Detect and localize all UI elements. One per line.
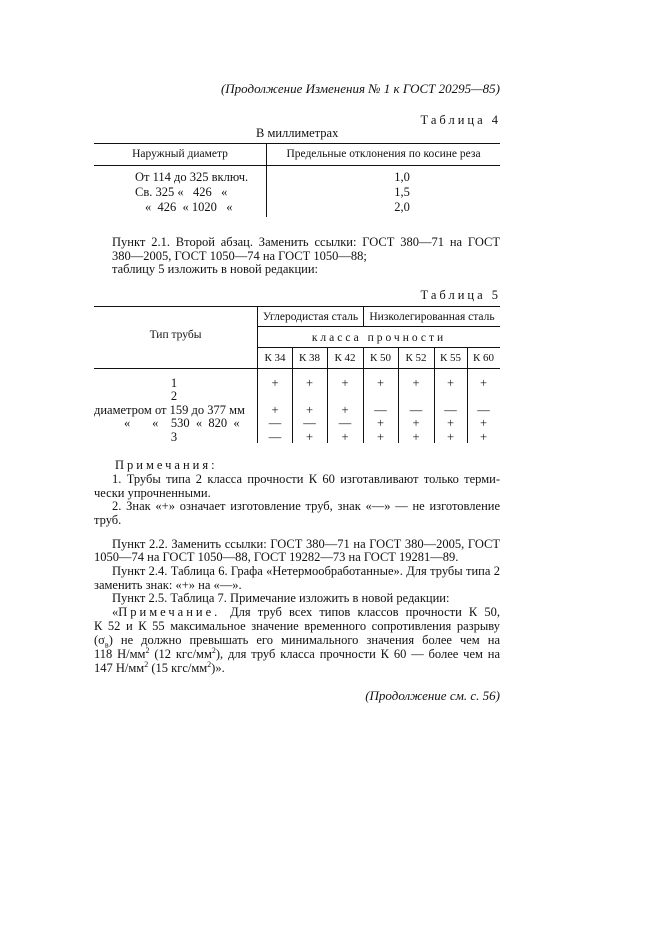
table5-row-type: « « 530 « 820 « [124, 416, 240, 430]
table5-mark: + [271, 376, 279, 390]
table5-group-rule [258, 326, 500, 327]
table5-mark: + [376, 376, 385, 390]
table5-mark: — [477, 403, 490, 417]
table5-mark: + [305, 403, 314, 417]
note-text: Для труб всех типов классов прочности К 50, [230, 605, 500, 619]
table5-mark: + [446, 430, 455, 444]
table5-class-header: К 52 [405, 352, 427, 364]
paragraph-2-5-line5 [94, 647, 500, 662]
line6-text: )». [211, 661, 225, 675]
table5-class-header: К 60 [472, 352, 495, 364]
table5-mark: + [479, 416, 488, 430]
table5-header-strength-class: класса прочности [311, 332, 447, 344]
table5-mark: + [446, 376, 455, 390]
table5-class-header: К 42 [334, 352, 356, 364]
table4-row-diameter: Св. 325 « 426 « [135, 185, 228, 199]
paragraph-2-1-line3: таблицу 5 изложить в новой редакции: [112, 262, 318, 276]
table5-class-header: К 55 [439, 352, 462, 364]
line5-text: ), для труб класса прочности К 60 — более чем на [215, 647, 500, 661]
table4-header-diameter: Наружный диаметр [132, 148, 228, 160]
table5-mark: + [341, 403, 349, 417]
note-1-line1: 1. Трубы типа 2 класса прочности К 60 изготавливают только терми- [112, 472, 500, 486]
table5-mark: + [412, 430, 420, 444]
paragraph-2-4-line2: заменить знак: «+» на «—». [94, 578, 242, 592]
table4-row-tolerance: 1,5 [394, 185, 410, 199]
table5-mark: — [409, 403, 423, 417]
table5-row-type: 3 [170, 430, 178, 444]
table5-header-carbon-steel: Углеродистая сталь [262, 311, 359, 323]
paragraph-2-5-line6 [94, 661, 225, 676]
note-1-line2: чески упрочненными. [94, 486, 211, 500]
table5-mark: — [338, 416, 352, 430]
table5-mark: + [446, 416, 455, 430]
line6-kgs: (15 кгс/мм [148, 661, 208, 675]
table5-header-low-alloy-steel: Низколегированная сталь [369, 311, 495, 323]
continuation-footer: (Продолжение см. с. 56) [365, 688, 500, 703]
table5-mark: + [305, 376, 314, 390]
table5-row-type: 2 [170, 389, 178, 403]
superscript: 2 [207, 659, 212, 669]
table5-mark: — [303, 416, 316, 430]
table5-mark: + [479, 430, 488, 444]
table4-row-tolerance: 2,0 [394, 200, 410, 214]
table5-class-header: К 38 [298, 352, 321, 364]
table5-row-type: 1 [170, 376, 178, 390]
table4-header-rule [94, 165, 500, 166]
sigma-subscript: в [104, 640, 109, 650]
table4-unit: В миллиметрах [256, 126, 339, 140]
superscript: 2 [144, 659, 149, 669]
note-2-line1: 2. Знак «+» означает изготовление труб, знак «—» — не изготовление [112, 499, 500, 513]
table5-label: Таблица 5 [420, 288, 501, 302]
table5-mark: + [341, 430, 349, 444]
table5-mark: — [444, 403, 457, 417]
superscript: 2 [145, 645, 150, 655]
paragraph-2-5-line4 [94, 633, 500, 648]
table4-top-rule [94, 143, 500, 144]
line6-value: 147 Н/мм [94, 661, 145, 675]
table4-row-diameter: « 426 « 1020 « [145, 200, 233, 214]
table5-mark: + [412, 416, 420, 430]
paragraph-2-2-line2: 1050—74 на ГОСТ 1050—88, ГОСТ 19282—73 на ГОСТ 19281—89. [94, 550, 459, 564]
line5-value: 118 Н/мм [94, 647, 146, 661]
continuation-header: (Продолжение Изменения № 1 к ГОСТ 20295—85) [220, 81, 500, 96]
note-2-line2: труб. [94, 513, 122, 527]
notes-title: Примечания: [115, 458, 218, 472]
table5-class-rule [258, 347, 500, 348]
paragraph-2-5-line3: К 52 и К 55 максимальное значение временного сопротивления разрыву [94, 619, 500, 633]
note-lead: «Примечание. [112, 605, 221, 619]
table4-label: Таблица 4 [420, 113, 501, 127]
table5-mark: — [374, 403, 387, 417]
paragraph-2-2-line1: Пункт 2.2. Заменить ссылки: ГОСТ 380—71 на ГОСТ 380—2005, ГОСТ [112, 537, 500, 551]
table5-mark: + [479, 376, 488, 390]
sigma-symbol: (σ [94, 633, 105, 647]
paragraph-2-1-line2: 380—2005, ГОСТ 1050—74 на ГОСТ 1050—88; [112, 249, 367, 263]
superscript: 2 [211, 645, 216, 655]
table5-mark: + [305, 430, 314, 444]
table5-header-type: Тип трубы [149, 329, 202, 341]
table5-mark: + [341, 376, 349, 390]
table5-mark: + [376, 416, 385, 430]
table5-mark: + [412, 376, 420, 390]
table5-mark: — [268, 416, 282, 430]
table5-class-header: К 50 [369, 352, 392, 364]
table5-header-bottom-rule [94, 368, 500, 369]
note-title: Примечание. [118, 605, 221, 619]
table5-mark: + [376, 430, 385, 444]
paragraph-2-5-note-line [112, 605, 500, 620]
table4-header-tolerance: Предельные отклонения по косине реза [286, 148, 481, 160]
paragraph-2-1-line1: Пункт 2.1. Второй абзац. Заменить ссылки: ГОСТ 380—71 на ГОСТ [112, 235, 500, 249]
table5-class-header: К 34 [264, 352, 286, 364]
table4-row-diameter: От 114 до 325 включ. [135, 170, 249, 184]
paragraph-2-4-line1: Пункт 2.4. Таблица 6. Графа «Нетермообработанные». Для трубы типа 2 [112, 564, 500, 578]
line4-text: ) не должно превышать его минимального значения более чем на [108, 633, 500, 647]
table4-row-tolerance: 1,0 [394, 170, 410, 184]
table4-column-divider [266, 143, 267, 217]
table5-top-rule [94, 306, 500, 307]
table5-mark: — [268, 430, 282, 444]
paragraph-2-5-line1: Пункт 2.5. Таблица 7. Примечание изложить в новой редакции: [112, 591, 450, 605]
table5-row-type: диаметром от 159 до 377 мм [94, 403, 245, 417]
table5-mark: + [271, 403, 279, 417]
line5-kgs: (12 кгс/мм [149, 647, 212, 661]
